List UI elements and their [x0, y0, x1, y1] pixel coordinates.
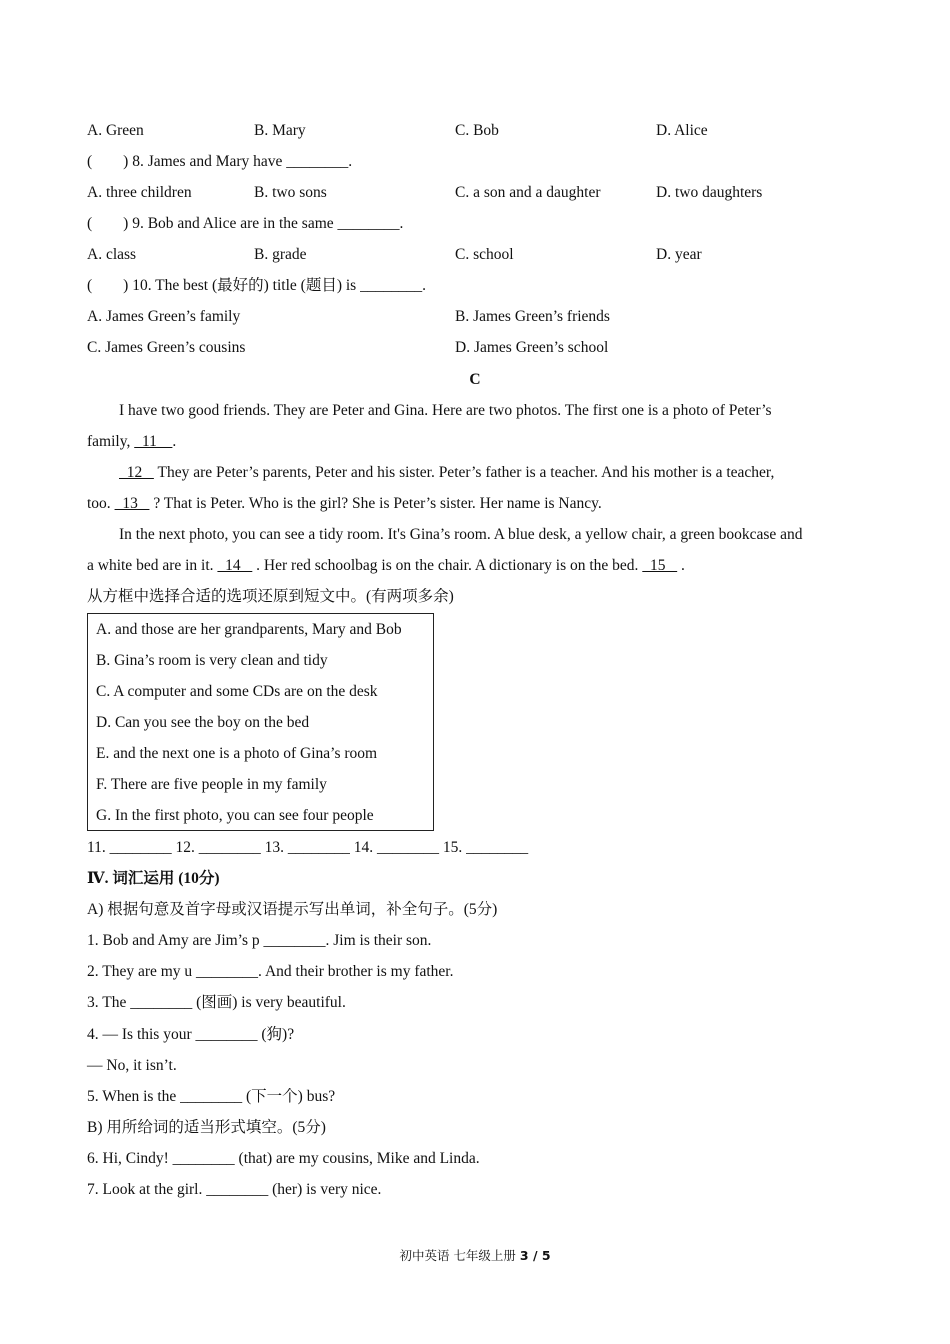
blank-12: 12: [119, 464, 154, 481]
q7-option-c: C. Bob: [455, 122, 499, 139]
q10-option-b: B. James Green’s friends: [455, 308, 610, 325]
q8-option-a: A. three children: [87, 184, 192, 201]
blank-14: 14: [217, 557, 253, 574]
q7-option-b: B. Mary: [254, 122, 306, 139]
vocab-item-7: 7. Look at the girl. ________ (her) is very nice.: [87, 1181, 382, 1198]
vocab-item-6: 6. Hi, Cindy! ________ (that) are my cousins, Mike and Linda.: [87, 1150, 480, 1167]
part-b-title: B) 用所给词的适当形式填空。(5分): [87, 1119, 326, 1136]
vocab-item-4: 4. — Is this your ________ (狗)?: [87, 1026, 295, 1043]
passage-p1-line1: I have two good friends. They are Peter and Gina. Here are two photos. The first one is a photo of Peter’s: [119, 402, 772, 419]
answer-line: 11. ________ 12. ________ 13. ________ 14. ________ 15. ________: [87, 839, 529, 856]
q8-option-c: C. a son and a daughter: [455, 184, 601, 201]
box-option-e: E. and the next one is a photo of Gina’s room: [96, 745, 378, 762]
q9-stem: ( ) 9. Bob and Alice are in the same ________.: [87, 215, 404, 232]
box-option-g: G. In the first photo, you can see four people: [96, 807, 374, 824]
q9-option-a: A. class: [87, 246, 137, 263]
section-c-heading: C: [469, 371, 481, 388]
box-option-d: D. Can you see the boy on the bed: [96, 714, 310, 731]
q7-option-a: A. Green: [87, 122, 144, 139]
q9-option-b: B. grade: [254, 246, 307, 263]
q7-option-d: D. Alice: [656, 122, 708, 139]
section-c-instruction: 从方框中选择合适的选项还原到短文中。(有两项多余): [87, 588, 454, 605]
q10-stem: ( ) 10. The best (最好的) title (题目) is ________.: [87, 277, 426, 294]
q10-option-d: D. James Green’s school: [455, 339, 609, 356]
blank-15: 15: [642, 557, 678, 574]
options-box: [87, 613, 434, 831]
vocab-item-4-reply: — No, it isn’t.: [87, 1057, 177, 1074]
q8-stem: ( ) 8. James and Mary have ________.: [87, 153, 353, 170]
page-footer: 初中英语 七年级上册 3 / 5: [399, 1248, 551, 1263]
q8-option-b: B. two sons: [254, 184, 327, 201]
passage-p1-line2: family, 11 .: [87, 433, 177, 450]
box-option-a: A. and those are her grandparents, Mary and Bob: [96, 621, 402, 638]
q8-option-d: D. two daughters: [656, 184, 763, 201]
box-option-b: B. Gina’s room is very clean and tidy: [96, 652, 328, 669]
vocab-item-5: 5. When is the ________ (下一个) bus?: [87, 1088, 336, 1105]
vocab-item-3: 3. The ________ (图画) is very beautiful.: [87, 994, 346, 1011]
vocab-item-2: 2. They are my u ________. And their brother is my father.: [87, 963, 454, 980]
q10-option-a: A. James Green’s family: [87, 308, 241, 325]
box-option-c: C. A computer and some CDs are on the desk: [96, 683, 378, 700]
passage-p2-line1: 12 They are Peter’s parents, Peter and his sister. Peter’s father is a teacher. And his mother is a teacher,: [119, 464, 775, 481]
section-iv-title: Ⅳ. 词汇运用 (10分): [87, 870, 220, 887]
box-option-f: F. There are five people in my family: [96, 776, 327, 793]
page-number: 3 / 5: [519, 1248, 551, 1263]
passage-p3-line1: In the next photo, you can see a tidy room. It's Gina’s room. A blue desk, a yellow chair, a green bookcase and: [119, 526, 803, 543]
part-a-title: A) 根据句意及首字母或汉语提示写出单词，补全句子。(5分): [87, 901, 498, 918]
vocab-item-1: 1. Bob and Amy are Jim’s p ________. Jim is their son.: [87, 932, 432, 949]
q9-option-c: C. school: [455, 246, 514, 263]
blank-11: 11: [134, 433, 173, 450]
q9-option-d: D. year: [656, 246, 702, 263]
passage-p2-line2: too. 13 ? That is Peter. Who is the girl? She is Peter’s sister. Her name is Nancy.: [87, 495, 602, 512]
passage-p3-line2: a white bed are in it. 14 . Her red schoolbag is on the chair. A dictionary is on the bed. 15 .: [87, 557, 685, 574]
q10-option-c: C. James Green’s cousins: [87, 339, 246, 356]
blank-13: 13: [114, 495, 150, 512]
